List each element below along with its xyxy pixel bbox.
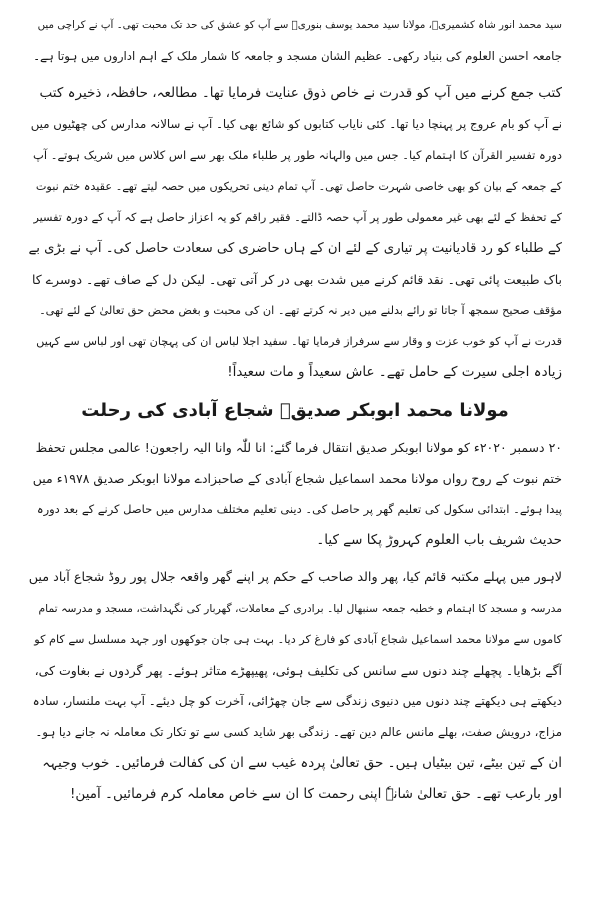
text-line: کے تحفظ کے لئے بھی غیر معمولی طور پر آپ حصہ ڈالتے۔ فقیر راقم کو یہ اعزاز حاصل ہے کہ آپ کے دورہ تفسیر — [33, 211, 562, 224]
text-line: مزاج، درویش صفت، بھلے مانس عالم دین تھے۔ زندگی بھر شاید کسی سے تو تکار تک معاملہ نہ جانے دیا ہو۔ — [35, 725, 562, 739]
section-heading: مولانا محمد ابوبکر صدیقؒ شجاع آبادی کی رحلت — [81, 400, 509, 421]
death-paragraph — [28, 432, 562, 556]
text-line: نے آپ کو بام عروج پر پہنچا دیا تھا۔ کئی نایاب کتابوں کو شائع بھی کیا۔ آپ نے سالانہ مدارس کی چھٹیوں میں — [30, 117, 562, 131]
text-line: ان کے تین بیٹے، تین بیٹیاں ہیں۔ حق تعالیٰ پردہ غیب سے ان کی کفالت فرمائیں۔ خوب وجیہہ — [42, 755, 562, 771]
text-line: ختم نبوت کے روح رواں مولانا محمد اسماعیل شجاع آبادی کے صاحبزادے مولانا ابوبکر صدیق ۱۹۷۸ء میں — [32, 471, 562, 486]
lahore-paragraph — [28, 562, 562, 748]
text-line: کتب جمع کرنے میں آپ کو قدرت نے خاص ذوق عنایت فرمایا تھا۔ مطالعہ، حافظہ، ذخیرہ کتب — [39, 85, 562, 101]
text-line: کے جمعہ کے بیان کو بھی خاصی شہرت حاصل تھی۔ آپ تمام دینی تحریکوں میں حصہ لیتے تھے۔ عقیدہ ختم نبوت — [35, 180, 562, 193]
text-line: مدرسہ و مسجد کا اہتمام و خطبہ جمعہ سنبھال لیا۔ برادری کے معاملات، گھربار کی نگہداشت، مسجد و مدرسہ تمام — [38, 602, 562, 615]
text-line: اور بارعب تھے۔ حق تعالیٰ شانہٗ اپنی رحمت کا ان سے خاص معاملہ کرم فرمائیں۔ آمین! — [70, 786, 562, 802]
text-line: قدرت نے آپ کو خوب عزت و وقار سے سرفراز فرمایا تھا۔ سفید اجلا لباس ان کی پہچان تھی اور لباس سے کہیں — [36, 335, 562, 348]
family-paragraph — [28, 748, 562, 810]
intro-paragraph — [28, 10, 562, 72]
text-line: دورہ تفسیر القرآن کا اہتمام کیا۔ جس میں والہانہ طور پر طلباء ملک بھر سے اس کلاس میں شریک ہوتے۔ آپ — [33, 148, 562, 162]
text-line: دیکھتے ہی دیکھتے چند دنوں میں دنیوی زندگی سے جان چھڑائی، آخرت کو چل دیئے۔ آپ بہت ملنسار، سادہ — [32, 694, 562, 708]
text-line: کے طلباء کو رد قادیانیت پر تیاری کے لئے ان کے ہاں حاضری کی سعادت حاصل کی۔ آپ نے بڑی بے — [28, 241, 562, 256]
text-line: جامعہ احسن العلوم کی بنیاد رکھی۔ عظیم الشان مسجد و جامعہ کا شمار ملک کے اہم اداروں میں ہوتا ہے۔ — [33, 49, 562, 63]
text-line: لاہور میں پہلے مکتبہ قائم کیا، پھر والد صاحب کے حکم پر اپنے گھر واقعہ جلال پور روڈ شجاع آباد میں — [28, 570, 562, 585]
text-line: ۲۰ دسمبر ۲۰۲۰ء کو مولانا ابوبکر صدیق انتقال فرما گئے: انا للّٰہ وانا الیہ راجعون! عالمی مجلس تحفظ — [35, 440, 562, 455]
text-line: مؤقف صحیح سمجھ آ جاتا تو رائے بدلنے میں دیر نہ کرتے تھے۔ ان کی محبت و بغض محض حق تعالیٰ کے لئے تھی۔ — [39, 304, 562, 317]
text-line: حدیث شریف باب العلوم کہروڑ پکا سے کیا۔ — [316, 532, 562, 548]
text-line: آگے بڑھایا۔ پچھلے چند دنوں سے سانس کی تکلیف ہوئی، پھیپھڑے متاثر ہوئے۔ پھر گردوں نے بغاوت کی، — [34, 663, 562, 678]
text-line: زیادہ اجلی سیرت کے حامل تھے۔ عاش سعیداً و مات سعیداً! — [227, 364, 562, 380]
text-line: سید محمد انور شاہ کشمیریؒ، مولانا سید محمد یوسف بنوریؒ سے آپ کو عشق کی حد تک محبت تھی۔ آپ نے کراچی میں — [37, 19, 562, 31]
text-line: پیدا ہوئے۔ ابتدائی سکول کی تعلیم گھر پر حاصل کی۔ دینی تعلیم مختلف مدارس میں حاصل کرنے کے بعد دورہ — [36, 502, 562, 516]
text-line: کاموں سے مولانا محمد اسماعیل شجاع آبادی کو فارغ کر دیا۔ بہت ہی جان جوکھوں اور جہد مسلسل سے کام کو — [34, 633, 562, 646]
text-line: باک طبیعت پائی تھی۔ نقد قائم کرنے میں شدت بھی در کر آتی تھی۔ لیکن دل کے صاف تھے۔ دوسرے کا — [31, 272, 562, 287]
books-paragraph — [28, 78, 562, 388]
